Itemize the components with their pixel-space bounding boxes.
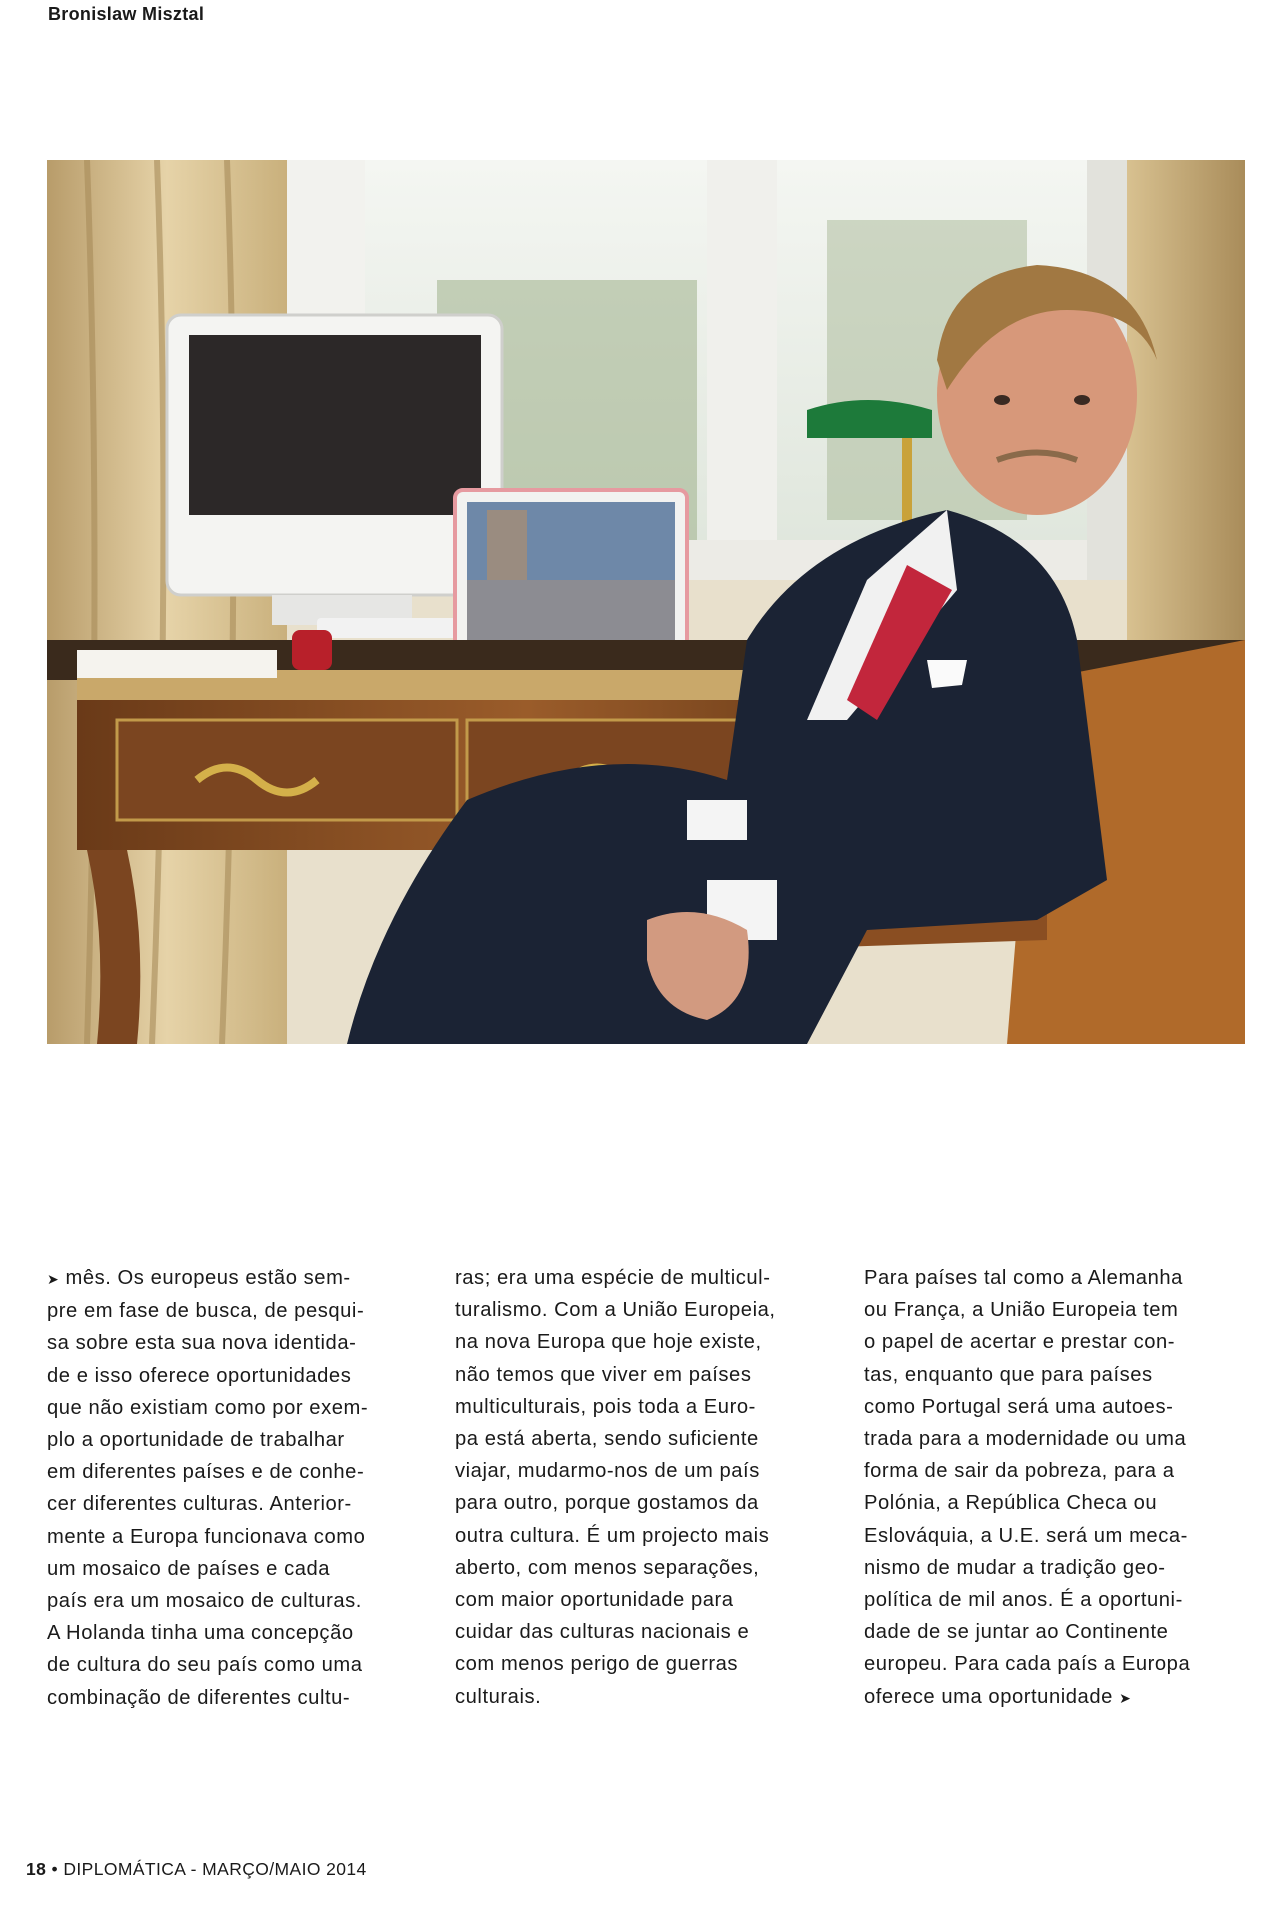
text-line: turalismo. Com a União Europeia, [455, 1299, 776, 1322]
text-line: Polónia, a República Checa ou [864, 1492, 1158, 1515]
text-line: de cultura do seu país como uma [47, 1654, 363, 1677]
text-line: como Portugal será uma autoes- [864, 1395, 1174, 1418]
text-line: de e isso oferece oportunidades [47, 1364, 352, 1387]
text-line: viajar, mudarmo-nos de um país [455, 1460, 760, 1483]
article-column-2 [455, 1262, 835, 1713]
bullet-separator: • [51, 1859, 59, 1879]
text-line: ras; era uma espécie de multicul- [455, 1267, 771, 1289]
text-line: Eslováquia, a U.E. será um meca- [864, 1524, 1188, 1547]
text-line: país era um mosaico de culturas. [47, 1590, 362, 1613]
text-line: trada para a modernidade ou uma [864, 1428, 1187, 1451]
article-column-3 [864, 1262, 1244, 1714]
text-line: pa está aberta, sendo suficiente [455, 1428, 759, 1451]
text-line: mente a Europa funcionava como [47, 1525, 366, 1548]
text-line: nismo de mudar a tradição geo- [864, 1556, 1166, 1579]
continued-arrow-icon: ➤ [47, 1271, 60, 1287]
text-line: ➤ mês. Os europeus estão sem- [47, 1267, 351, 1289]
article-column-1 [47, 1262, 427, 1714]
text-line: A Holanda tinha uma concepção [47, 1622, 354, 1645]
text-line: multiculturais, pois toda a Euro- [455, 1395, 756, 1418]
text-line: que não existiam como por exem- [47, 1396, 369, 1419]
text-line: ou França, a União Europeia tem [864, 1299, 1179, 1322]
text-line: com menos perigo de guerras [455, 1653, 739, 1676]
text-line: aberto, com menos separações, [455, 1556, 760, 1579]
page-footer [26, 1859, 367, 1880]
text-line: Para países tal como a Alemanha [864, 1267, 1183, 1289]
text-line: forma de sair da pobreza, para a [864, 1460, 1175, 1483]
text-line: um mosaico de países e cada [47, 1557, 331, 1580]
author-header: Bronislaw Misztal [48, 4, 205, 24]
text-line: outra cultura. É um projecto mais [455, 1524, 770, 1547]
text-line: culturais. [455, 1685, 542, 1708]
text-line: com maior oportunidade para [455, 1589, 734, 1612]
publication-info: DIPLOMÁTICA - MARÇO/MAIO 2014 [63, 1859, 367, 1879]
page-number: 18 [26, 1859, 47, 1879]
text-line: o papel de acertar e prestar con- [864, 1331, 1176, 1354]
text-line: sa sobre esta sua nova identida- [47, 1332, 357, 1355]
text-line: não temos que viver em países [455, 1363, 752, 1386]
text-line: política de mil anos. É a oportuni- [864, 1589, 1183, 1612]
text-line: europeu. Para cada país a Europa [864, 1653, 1191, 1676]
text-line: cuidar das culturas nacionais e [455, 1621, 750, 1644]
text-line: na nova Europa que hoje existe, [455, 1331, 762, 1354]
text-line: cer diferentes culturas. Anterior- [47, 1493, 352, 1516]
text-line: para outro, porque gostamos da [455, 1492, 759, 1515]
text-line: em diferentes países e de conhe- [47, 1461, 365, 1484]
text-line: oferece uma oportunidade ➤ [864, 1685, 1132, 1708]
text-line: tas, enquanto que para países [864, 1363, 1153, 1386]
portrait-photo [47, 160, 1245, 1044]
text-line: combinação de diferentes cultu- [47, 1686, 351, 1709]
continue-arrow-icon: ➤ [1119, 1689, 1132, 1706]
text-line: pre em fase de busca, de pesqui- [47, 1300, 365, 1323]
text-line: dade de se juntar ao Continente [864, 1621, 1169, 1644]
text-line: plo a oportunidade de trabalhar [47, 1429, 345, 1452]
